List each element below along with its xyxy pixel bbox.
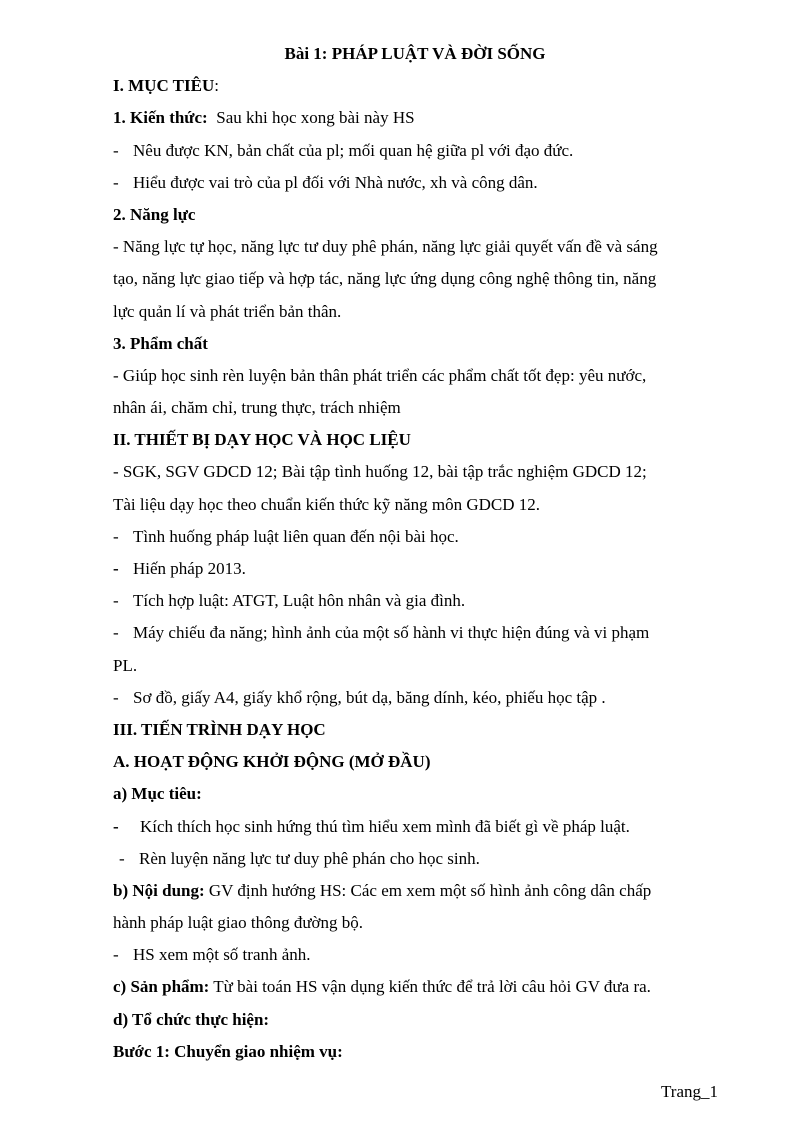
activity-heading: A. HOẠT ĐỘNG KHỞI ĐỘNG (MỞ ĐẦU) [113, 752, 431, 772]
knowledge-label: 1. Kiến thức: [113, 108, 208, 128]
material-item-continued: PL. [113, 655, 138, 675]
material-item: - Tích hợp luật: ATGT, Luật hôn nhân và gia đình. [113, 591, 466, 611]
ability-text: - Năng lực tự học, năng lực tư duy phê phán, năng lực giải quyết vấn đề và sáng [113, 237, 658, 257]
materials-text: - SGK, SGV GDCD 12; Bài tập tình huống 12, bài tập trắc nghiệm GDCD 12; [113, 462, 647, 482]
material-item: - Máy chiếu đa năng; hình ảnh của một số hành vi thực hiện đúng và vi phạm [113, 623, 650, 643]
section-3-heading: III. TIẾN TRÌNH DẠY HỌC [113, 719, 326, 739]
quality-text: nhân ái, chăm chỉ, trung thực, trách nhiệm [113, 398, 401, 418]
materials-text: Tài liệu dạy học theo chuẩn kiến thức kỹ năng môn GDCD 12. [113, 494, 541, 514]
lesson-title: Bài 1: PHÁP LUẬT VÀ ĐỜI SỐNG [284, 44, 546, 63]
quality-text: - Giúp học sinh rèn luyện bản thân phát triển các phẩm chất tốt đẹp: yêu nước, [113, 365, 647, 385]
content-line: hành pháp luật giao thông đường bộ. [113, 913, 364, 933]
content-line: b) Nội dung: GV định hướng HS: Các em xem một số hình ảnh công dân chấp [113, 880, 652, 900]
ability-heading: 2. Năng lực [113, 204, 196, 224]
knowledge-text: Sau khi học xong bài này HS [207, 108, 415, 128]
document-body [113, 38, 717, 1068]
product-line: c) Sản phẩm: Từ bài toán HS vận dụng kiến thức để trả lời câu hỏi GV đưa ra. [113, 977, 651, 997]
goal-item: - Rèn luyện năng lực tư duy phê phán cho học sinh. [119, 848, 480, 868]
section-1-heading: I. MỤC TIÊU: [113, 76, 219, 96]
page-number: Trang_1 [661, 1082, 718, 1101]
organization-heading: d) Tổ chức thực hiện: [113, 1009, 270, 1029]
goal-item: - Kích thích học sinh hứng thú tìm hiểu xem mình đã biết gì về pháp luật. [113, 816, 630, 836]
knowledge-item: - Hiểu được vai trò của pl đối với Nhà nước, xh và công dân. [113, 172, 538, 192]
ability-text: lực quản lí và phát triển bản thân. [113, 301, 342, 321]
quality-heading: 3. Phẩm chất [113, 333, 208, 353]
step-1-heading: Bước 1: Chuyển giao nhiệm vụ: [113, 1041, 343, 1061]
section-2-heading: II. THIẾT BỊ DẠY HỌC VÀ HỌC LIỆU [113, 430, 411, 450]
knowledge-item: - Nêu được KN, bản chất của pl; mối quan hệ giữa pl với đạo đức. [113, 140, 574, 160]
material-item: - Hiến pháp 2013. [113, 559, 246, 578]
knowledge-line [113, 102, 717, 134]
material-item: - Sơ đồ, giấy A4, giấy khổ rộng, bút dạ, băng dính, kéo, phiếu học tập . [113, 687, 606, 707]
material-item: - Tình huống pháp luật liên quan đến nội bài học. [113, 526, 459, 546]
content-item: - HS xem một số tranh ảnh. [113, 945, 311, 965]
ability-text: tạo, năng lực giao tiếp và hợp tác, năng lực ứng dụng công nghệ thông tin, năng [113, 269, 657, 289]
product-label: c) Sản phẩm: [113, 977, 210, 997]
content-label: b) Nội dung: [113, 880, 205, 900]
goal-heading: a) Mục tiêu: [113, 784, 202, 804]
